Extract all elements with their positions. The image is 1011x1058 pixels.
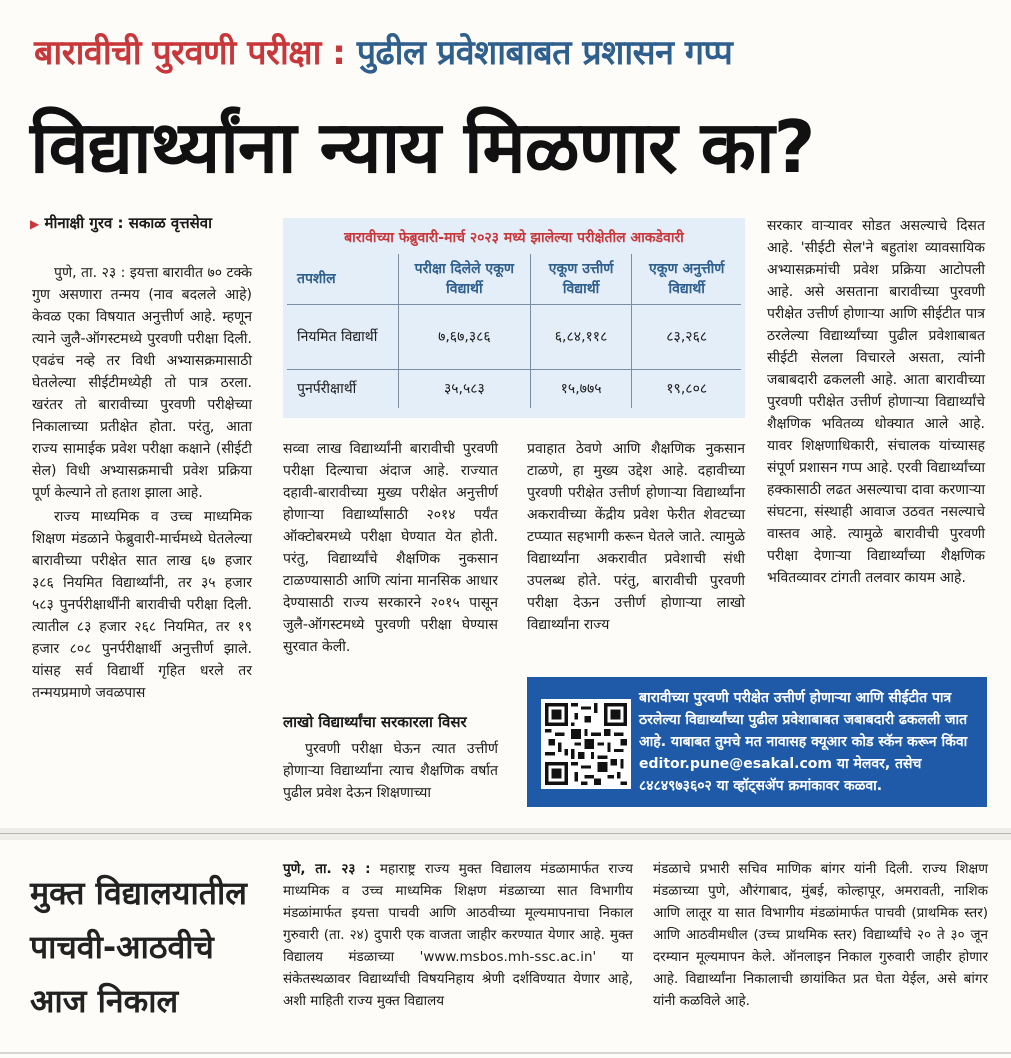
article-subhead: लाखो विद्यार्थ्यांचा सरकारला विसर	[283, 713, 467, 731]
dateline: पुणे, ता. २३ :	[283, 861, 371, 877]
second-headline-line: पाचवी-आठवीचे	[30, 928, 214, 966]
qr-code-icon[interactable]	[541, 699, 631, 789]
table-header: एकूण उत्तीर्ण विद्यार्थी	[530, 254, 632, 305]
table-row	[287, 305, 741, 370]
article-paragraph: पुरवणी परीक्षा घेऊन त्यात उत्तीर्ण होणाऱ्या विद्यार्थ्यांना त्याच शैक्षणिक वर्षात पुढील प्रवेश देऊन शिक्षणाच्या	[283, 741, 498, 801]
table-header: एकूण अनुत्तीर्ण विद्यार्थी	[632, 254, 741, 305]
article-column-4	[767, 215, 985, 589]
table-cell: १९,८०८	[632, 370, 741, 409]
table-cell: ७,६७,३८६	[399, 305, 531, 370]
bottom-rule	[0, 1052, 1011, 1054]
article-column-3	[527, 438, 745, 636]
article-paragraph: पुणे, ता. २३ : इयत्ता बारावीत ७० टक्के गुण असणारा तन्मय (नाव बदलले आहे) केवळ एका विषयात अनुत्तीर्ण आहे. म्हणून त्याने जुलै-ऑगस्टमध्ये पुरवणी परीक्षा दिली. एवढंच नव्हे तर विधी अभ्यासक्रमासाठी घेतलेल्या सीईटीमध्येही तो पात्र ठरला. खरंतर तो बारावीच्या पुरवणी परीक्षेच्या निकालाच्या प्रतीक्षेत होता. परंतु, आता राज्य सामाईक प्रवेश परीक्षा कक्षाने (सीईटी सेल) विधी अभ्यासक्रमाची प्रवेश प्रक्रिया पूर्ण केल्याने तो हताश झाला आहे.	[32, 265, 252, 501]
byline-marker-icon: ▶	[30, 217, 40, 231]
table-cell: नियमित विद्यार्थी	[287, 305, 399, 370]
article-paragraph	[283, 858, 633, 1012]
byline	[30, 213, 212, 233]
article-paragraph: सव्वा लाख विद्यार्थ्यांनी बारावीची पुरवणी परीक्षा दिल्याचा अंदाज आहे. राज्यात दहावी-बारावीच्या मुख्य परीक्षेत अनुत्तीर्ण होणाऱ्या विद्यार्थ्यांसाठी २०१४ पर्यंत ऑक्टोबरमध्ये परीक्षा घेण्यात येत होती. परंतु, विद्यार्थ्यांचे शैक्षणिक नुकसान टाळण्यासाठी आणि त्यांना मानसिक आधार देण्यासाठी राज्य सरकारने २०१५ पासून जुलै-ऑगस्टमध्ये पुरवणी परीक्षा घेण्यास सुरवात केली.	[283, 441, 498, 655]
article-text: महाराष्ट्र राज्य मुक्त विद्यालय मंडळामार्फत राज्य माध्यमिक व उच्च माध्यमिक शिक्षण मंडळाच्या सात विभागीय मंडळांमार्फत इयत्ता पाचवी आणि आठवीच्या मूल्यमापनाचा निकाल गुरुवारी (ता. २४) दुपारी एक वाजता जाहीर करण्यात येणार आहे. मुक्त विद्यालय मंडळाच्या 'www.msbos.mh-ssc.ac.in' या संकेतस्थळावर विद्यार्थ्यांची विषयनिहाय श्रेणी दर्शविण्यात येणार आहे, अशी माहिती राज्य मुक्त विद्यालय	[283, 861, 633, 1009]
table-header: परीक्षा दिलेले एकूण विद्यार्थी	[399, 254, 531, 305]
second-story-column-2	[653, 858, 988, 1012]
kicker-part1: बारावीची पुरवणी परीक्षा :	[34, 33, 346, 73]
table-cell: ८३,२६८	[632, 305, 741, 370]
second-story-column-1	[283, 858, 633, 1012]
article-column-1	[32, 262, 252, 704]
kicker	[34, 28, 732, 74]
article-paragraph: मंडळाचे प्रभारी सचिव माणिक बांगर यांनी दिली. राज्य शिक्षण मंडळाच्या पुणे, औरंगाबाद, मुंबई, कोल्हापूर, अमरावती, नाशिक आणि लातूर या सात विभागीय मंडळांमार्फत पाचवी (प्राथमिक स्तर) आणि आठवीमधील (उच्च प्राथमिक स्तर) विद्यार्थ्यांचे २० ते ३० जून दरम्यान मूल्यमापन केले. ऑनलाइन निकाल गुरुवारी जाहीर होणार आहे. विद्यार्थ्यांना निकालाची छायांकित प्रत घेता येईल, असे बांगर यांनी कळविले आहे.	[653, 861, 988, 1009]
second-story-headline	[30, 866, 247, 1028]
table-cell: ६,८४,११८	[530, 305, 632, 370]
article-paragraph: राज्य माध्यमिक व उच्च माध्यमिक शिक्षण मंडळाने फेब्रुवारी-मार्चमध्ये घेतलेल्या बारावीच्या परीक्षेत सात लाख ६७ हजार ३८६ नियमित विद्यार्थ्यांनी, तर ३५ हजार ५८३ पुनर्परीक्षार्थींनी बारावीची परीक्षा दिली. त्यातील ८३ हजार २६८ नियमित, तर १९ हजार ८०८ पुनर्परीक्षार्थी अनुत्तीर्ण झाले. यांसह सर्व विद्यार्थी गृहित धरले तर तन्मयप्रमाणे जवळपास	[32, 509, 252, 701]
kicker-part2: पुढील प्रवेशाबाबत प्रशासन गप्प	[356, 33, 733, 73]
feedback-box	[527, 677, 987, 807]
headline: विद्यार्थ्यांना न्याय मिळणार का?	[30, 105, 815, 189]
second-headline-line: मुक्त विद्यालयातील	[30, 874, 247, 912]
table-row	[287, 370, 741, 409]
section-divider	[0, 828, 1011, 840]
table-cell: ३५,५८३	[399, 370, 531, 409]
table-cell: पुनर्परीक्षार्थी	[297, 381, 357, 397]
article-paragraph: प्रवाहात ठेवणे आणि शैक्षणिक नुकसान टाळणे, हा मुख्य उद्देश आहे. दहावीच्या पुरवणी परीक्षेत उत्तीर्ण होणाऱ्या विद्यार्थ्यांना अकरावीच्या केंद्रीय प्रवेश फेरीत शेवटच्या टप्प्यात सहभागी करून घेतले जाते. त्यामुळे विद्यार्थ्यांना अकरावीत प्रवेशाची संधी उपलब्ध होते. परंतु, बारावीची पुरवणी परीक्षा देऊन उत्तीर्ण होणाऱ्या लाखो विद्यार्थ्यांना राज्य	[527, 441, 745, 633]
stats-table-box	[283, 218, 745, 418]
table-cell: १५,७७५	[530, 370, 632, 409]
byline-text: मीनाक्षी गुरव : सकाळ वृत्तसेवा	[44, 214, 212, 232]
second-headline-line: आज निकाल	[30, 982, 179, 1020]
article-paragraph: सरकार वाऱ्यावर सोडत असल्याचे दिसत आहे. 'सीईटी सेल'ने बहुतांश व्यावसायिक अभ्यासक्रमांची प्रवेश प्रक्रिया आटोपली आहे. असे असताना बारावीच्या पुरवणी परीक्षेत उत्तीर्ण होणाऱ्या आणि सीईटीत पात्र ठरलेल्या विद्यार्थ्यांच्या पुढील प्रवेशाबाबत सीईटी सेलला विचारले असता, त्यांनी जबाबदारी ढकलली आहे. आता बारावीच्या पुरवणी परीक्षेत उत्तीर्ण होणाऱ्या विद्यार्थ्यांचे शैक्षणिक भवितव्य धोक्यात आले आहे. यावर शिक्षणाधिकारी, संचालक यांच्यासह संपूर्ण प्रशासन गप्प आहे. एरवी विद्यार्थ्यांच्या हक्कासाठी लढत असल्याचा दावा करणाऱ्या संघटना, संस्थाही आवाज उठवत नसल्याचे वास्तव आहे. त्यामुळे बारावीची पुरवणी परीक्षा देणाऱ्या विद्यार्थ्यांच्या शैक्षणिक भवितव्यावर टांगती तलवार कायम आहे.	[767, 218, 985, 586]
article-column-2b	[283, 738, 498, 804]
stats-table	[287, 254, 741, 408]
table-header: तपशील	[287, 254, 399, 305]
stats-table-title: बारावीच्या फेब्रुवारी-मार्च २०२३ मध्ये झालेल्या परीक्षेतील आकडेवारी	[344, 230, 684, 246]
feedback-text: बारावीच्या पुरवणी परीक्षेत उत्तीर्ण होणाऱ्या आणि सीईटीत पात्र ठरलेल्या विद्यार्थ्यांच्या पुढील प्रवेशाबाबत जबाबदारी ढकलली जात आहे. याबाबत तुमचे मत नावासह क्यूआर कोड स्कॅन करून किंवा editor.pune@esakal.com या मेलवर, तसेच ८४८४९७३६०२ या व्हॉट्सॲप क्रमांकावर कळवा.	[639, 690, 968, 794]
article-column-2	[283, 438, 498, 658]
